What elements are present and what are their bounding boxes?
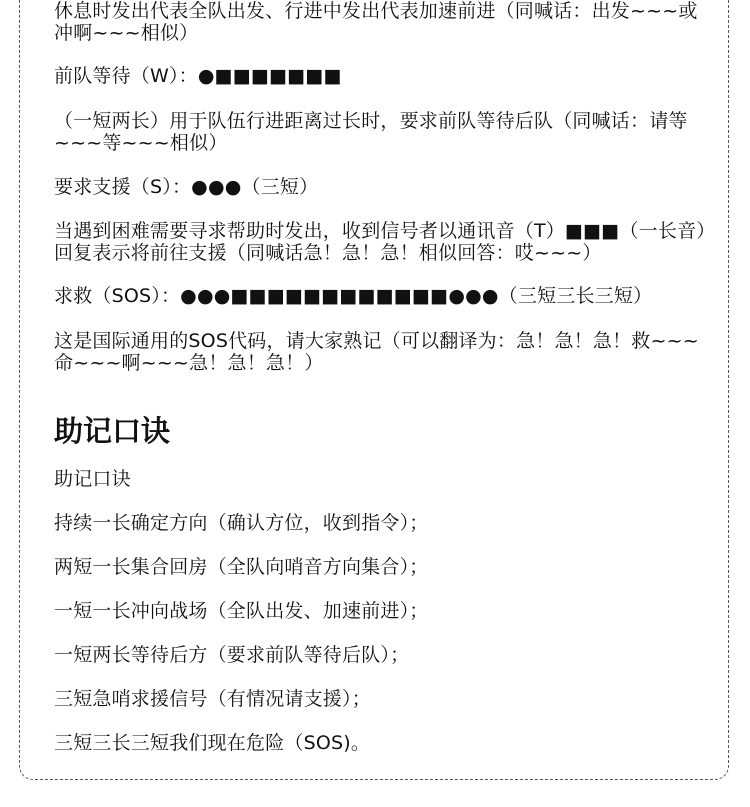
paragraph-sos-code: 求救（SOS）：●●●■■■■■■■■■■■■●●●（三短三长三短） [54, 285, 653, 307]
mnemonic-line-0: 助记口诀 [54, 468, 131, 490]
mnemonic-line-2: 两短一长集合回房（全队向哨音方向集合）； [54, 556, 429, 578]
paragraph-support-code: 要求支援（S）：●●●（三短） [54, 176, 319, 198]
mnemonic-line-4: 一短两长等待后方（要求前队等待后队）； [54, 644, 410, 666]
mnemonic-line-6: 三短三长三短我们现在危险（SOS)。 [54, 732, 371, 754]
section-heading: 助记口诀 [54, 414, 171, 448]
mnemonic-line-3: 一短一长冲向战场（全队出发、加速前进）； [54, 600, 429, 622]
paragraph-go-forward: 休息时发出代表全队出发、行进中发出代表加速前进（同喊话：出发~~~或冲啊~~~相似） [54, 0, 698, 44]
paragraph-sos-desc: 这是国际通用的SOS代码，请大家熟记（可以翻译为：急！急！急！救~~~命~~~啊~~~急！急！急！） [54, 330, 699, 374]
mnemonic-line-5: 三短急哨求援信号（有情况请支援）； [54, 688, 371, 710]
paragraph-support-desc: 当遇到困难需要寻求帮助时发出，收到信号者以通讯音（T）■■■（一长音）回复表示将前往支援（同喊话急！急！急！相似回答：哎~~~） [54, 220, 706, 264]
mnemonic-line-1: 持续一长确定方向（确认方位，收到指令）； [54, 512, 429, 534]
paragraph-wait-desc: （一短两长）用于队伍行进距离过长时，要求前队等待后队（同喊话：请等~~~等~~~相似） [54, 110, 688, 154]
paragraph-wait-code: 前队等待（W）：●■■■■■■■ [54, 65, 342, 87]
